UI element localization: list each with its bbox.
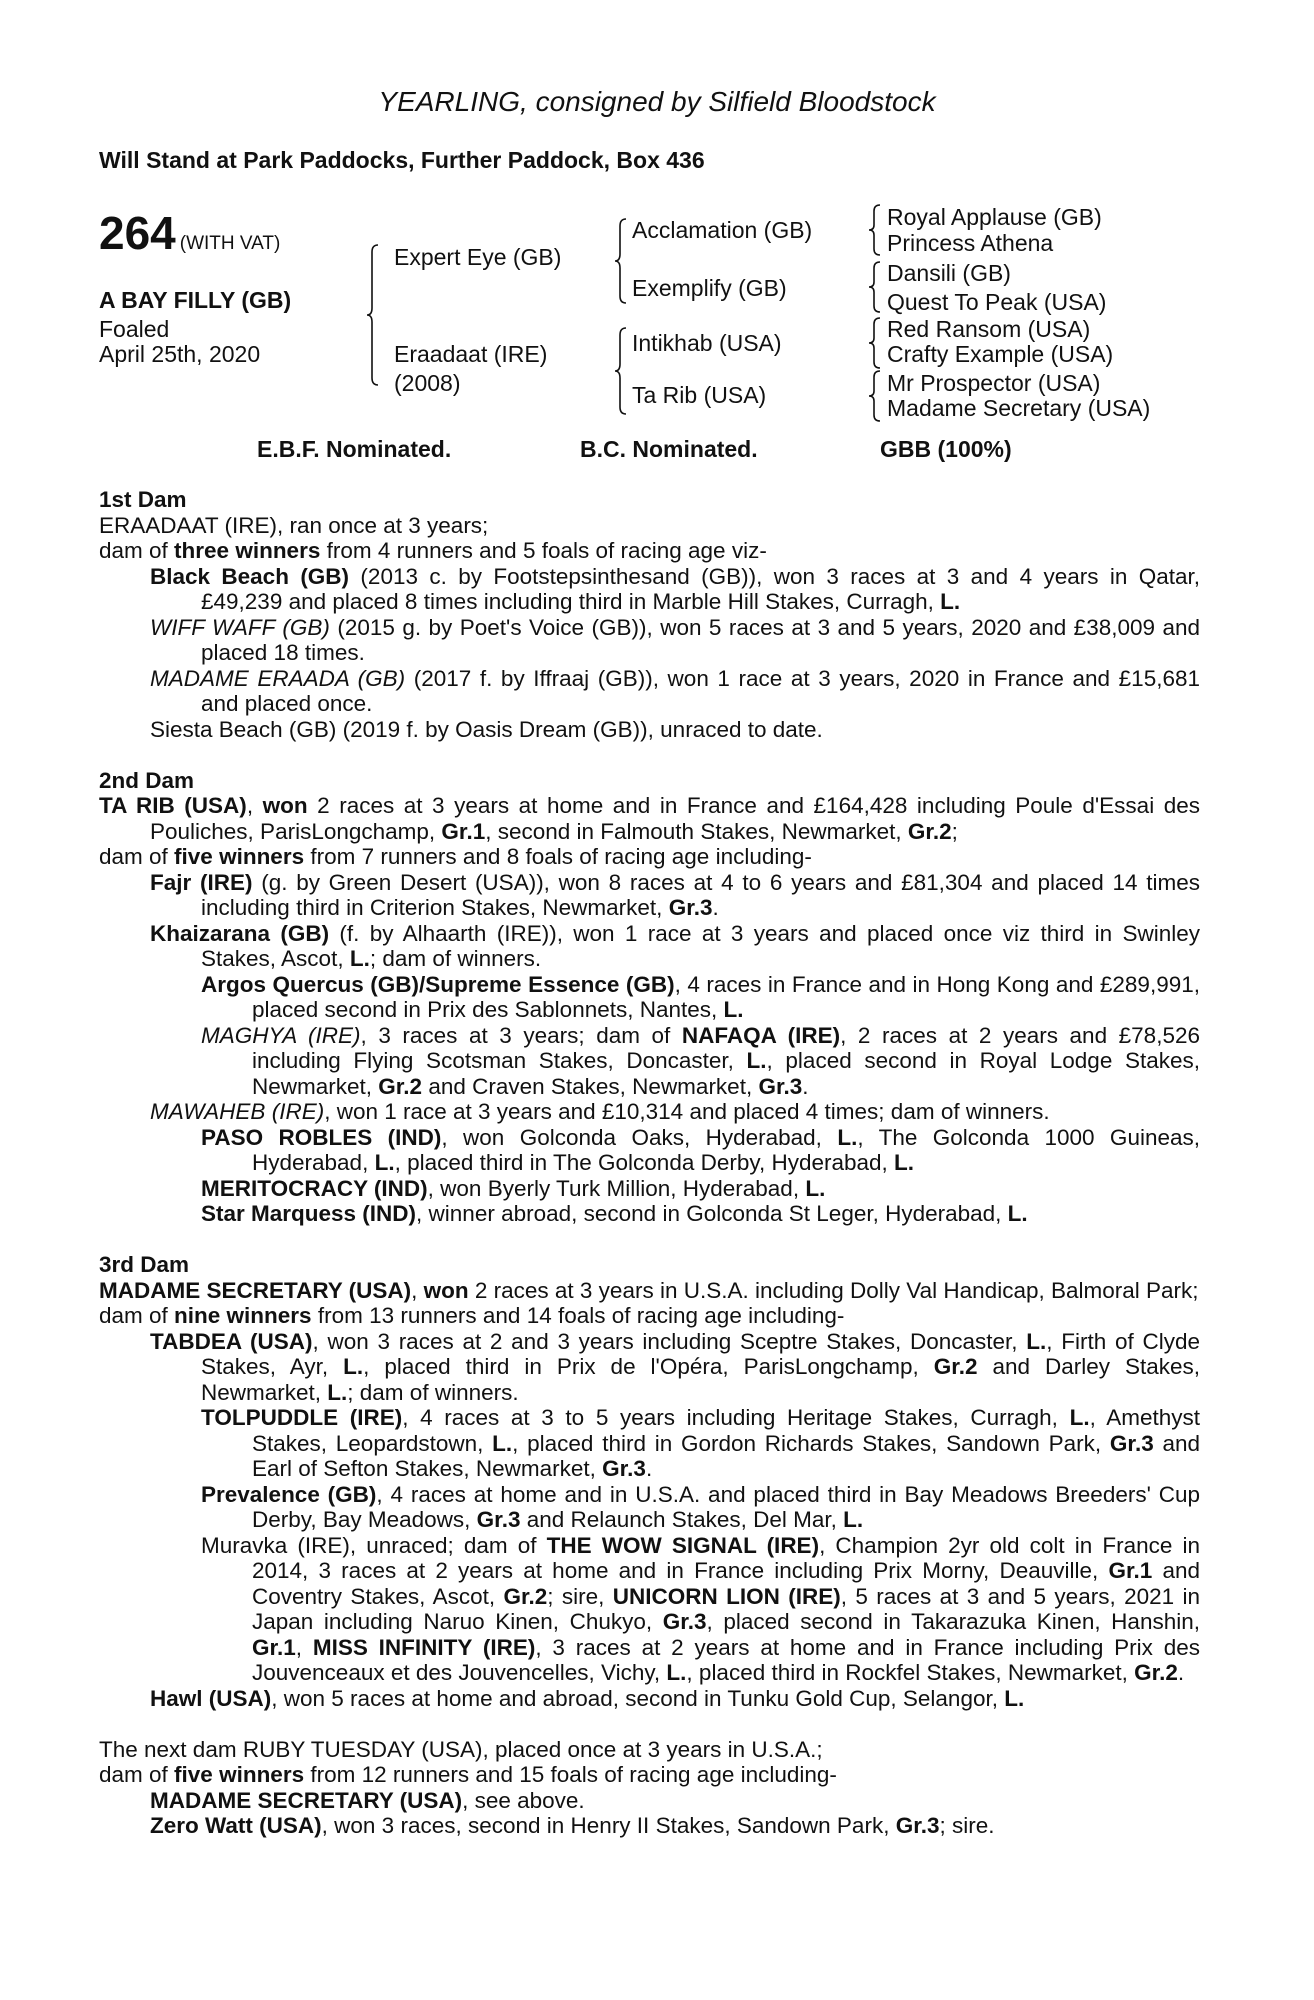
text: from 4 runners and 5 foals of racing age viz- (320, 538, 767, 563)
text: , won Golconda Oaks, Hyderabad, (441, 1124, 838, 1150)
bold-text: won (262, 793, 308, 818)
bold-text: Argos Quercus (GB)/Supreme Essence (GB) (201, 971, 675, 997)
pedigree-gen2: Acclamation (GB) (632, 217, 813, 243)
bold-text: L. (374, 1150, 395, 1175)
bold-text: won (423, 1277, 469, 1303)
bold-text: Fajr (IRE) (150, 869, 253, 895)
text: , won 3 races at 2 and 3 years including Sceptre Stakes, Doncaster, (312, 1328, 1027, 1354)
bold-text: L. (1026, 1328, 1047, 1354)
bold-text: L. (837, 1124, 858, 1150)
dam-section (99, 1737, 1200, 1839)
bc-nomination: B.C. Nominated. (580, 436, 758, 462)
produce-entry (99, 1482, 1200, 1533)
text: (2015 g. by Poet's Voice (GB)), won 5 races at 3 and 5 years, 2020 and £38,009 and placed 18 times. (201, 614, 1201, 665)
text: 2 races at 3 years at home and in France and £164,428 including Poule d'Essai des Pouliches, ParisLongchamp, (150, 793, 1201, 844)
bold-text: nine winners (174, 1303, 312, 1328)
text: , placed third in Gordon Richards Stakes, Sandown Park, (512, 1430, 1110, 1456)
text: and Darley Stakes, Newmarket, (201, 1354, 1200, 1405)
text: , winner abroad, second in Golconda St Leger, Hyderabad, (416, 1201, 1008, 1226)
bold-text: L. (746, 1048, 767, 1073)
bold-text: MISS INFINITY (IRE) (312, 1634, 536, 1660)
bold-text: L. (940, 589, 961, 614)
text: , placed second in Takarazuka Kinen, Hanshin, (706, 1609, 1200, 1634)
text: , 5 races at 3 and 5 years, 2021 in Japan including Naruo Kinen, Chukyo, (252, 1583, 1201, 1634)
bold-text: Gr.3 (662, 1609, 707, 1634)
text: , 4 races in France and in Hong Kong and £289,991, placed second in Prix des Sablonnets, Nantes, (252, 971, 1200, 1022)
bold-text: L. (843, 1507, 864, 1532)
text: , placed third in Rockfel Stakes, Newmarket, (686, 1660, 1135, 1685)
bold-text: L. (666, 1660, 687, 1685)
lot-number (99, 206, 280, 260)
bold-text: L. (343, 1354, 364, 1379)
text: , The Golconda 1000 Guineas, Hyderabad, (252, 1124, 1200, 1175)
bold-text: Gr.3 (1109, 1430, 1154, 1456)
produce-entry (99, 1329, 1200, 1406)
text: dam of (99, 538, 175, 563)
bold-text: L. (492, 1430, 513, 1456)
bold-text: L. (1069, 1405, 1090, 1430)
text: and Coventry Stakes, Ascot, (252, 1558, 1200, 1609)
pedigree-brace (366, 244, 380, 386)
produce-entry (99, 513, 1200, 539)
text: Siesta Beach (GB) (2019 f. by Oasis Dream (GB)), unraced to date. (150, 716, 823, 742)
bold-text: L. (805, 1175, 826, 1201)
pedigree-gen3: Princess Athena (887, 230, 1054, 256)
page-title: YEARLING, consigned by Silfield Bloodstock (378, 86, 936, 117)
produce-entry (99, 1023, 1200, 1100)
bold-text: L. (1004, 1685, 1025, 1711)
text: Muravka (IRE), unraced; dam of (201, 1532, 547, 1558)
text: dam of (99, 1303, 175, 1328)
bold-text: L. (1007, 1201, 1028, 1226)
bold-text: Gr.2 (378, 1073, 423, 1099)
pedigree-gen3: Royal Applause (GB) (887, 204, 1102, 230)
text: . (802, 1073, 809, 1099)
pedigree-gen3: Mr Prospector (USA) (887, 370, 1101, 396)
text: ; sire, (547, 1583, 613, 1609)
text: ERAADAAT (IRE), ran once at 3 years; (99, 512, 489, 538)
bold-text: Gr.1 (441, 818, 486, 844)
bold-text: Gr.1 (1108, 1558, 1153, 1583)
text: . (712, 895, 719, 920)
pedigree-gen3: Quest To Peak (USA) (887, 289, 1107, 315)
bold-text: TABDEA (USA) (150, 1328, 313, 1354)
produce-entry (99, 793, 1200, 844)
text: , 3 races at 3 years; dam of (360, 1022, 682, 1048)
lot-number-value: 264 (99, 207, 176, 259)
bold-text: TOLPUDDLE (IRE) (201, 1405, 403, 1430)
text: , Amethyst Stakes, Leopardstown, (252, 1405, 1200, 1456)
produce-entry (99, 1176, 1200, 1202)
text: , second in Falmouth Stakes, Newmarket, (485, 818, 908, 844)
produce-entry (99, 1099, 1200, 1125)
bold-text: Gr.3 (758, 1073, 803, 1099)
produce-entry (99, 1762, 1200, 1788)
text: , 2 races at 2 years and £78,526 including Flying Scotsman Stakes, Doncaster, (252, 1022, 1200, 1073)
bold-text: Gr.3 (668, 895, 713, 920)
text: , won 5 races at home and abroad, second in Tunku Gold Cup, Selangor, (271, 1685, 1005, 1711)
pedigree-gen2: Intikhab (USA) (632, 330, 782, 356)
pedigree-brace (868, 370, 882, 422)
text: (2013 c. by Footstepsinthesand (GB)), won 3 races at 3 and 4 years in Qatar, £49,239 and placed 8 times including third in Marble Hill Stakes, Curragh, (201, 563, 1201, 614)
produce-entry (99, 1737, 1200, 1763)
text: . (1177, 1660, 1185, 1685)
text: from 12 runners and 15 foals of racing age including- (304, 1762, 837, 1787)
stand-location: Will Stand at Park Paddocks, Further Paddock, Box 436 (99, 147, 705, 173)
pedigree-gen2: Ta Rib (USA) (632, 382, 767, 408)
bold-text: five winners (174, 844, 305, 869)
bold-text: L. (723, 997, 744, 1022)
foaled-date: April 25th, 2020 (99, 341, 261, 367)
bold-text: Star Marquess (IND) (201, 1201, 417, 1226)
text: , 3 races at 2 years at home and in France including Prix des Jouvenceaux et des Jouvencelles, Vichy, (252, 1634, 1200, 1685)
produce-entry (99, 1303, 1200, 1329)
text: , see above. (462, 1787, 585, 1813)
bold-text: NAFAQA (IRE) (681, 1022, 841, 1048)
text: , placed third in The Golconda Derby, Hyderabad, (394, 1150, 895, 1175)
bold-text: Gr.3 (602, 1456, 646, 1481)
text: , won 3 races, second in Henry II Stakes, Sandown Park, (321, 1813, 896, 1838)
bold-text: L. (349, 946, 370, 971)
pedigree-brace (868, 317, 882, 369)
bold-text: TA RIB (USA) (99, 793, 247, 818)
italic-text: MADAME ERAADA (GB) (150, 665, 406, 691)
bold-text: Prevalence (GB) (201, 1481, 377, 1507)
italic-text: MAGHYA (IRE) (201, 1022, 361, 1048)
produce-entry (99, 972, 1200, 1023)
pedigree-sire: Expert Eye (GB) (394, 244, 562, 270)
produce-entry (99, 1788, 1200, 1814)
section-heading: 1st Dam (99, 487, 187, 512)
produce-entry (99, 870, 1200, 921)
text: , won Byerly Turk Million, Hyderabad, (427, 1175, 806, 1201)
bold-text: five winners (174, 1762, 305, 1787)
produce-entry (99, 717, 1200, 743)
produce-entry (99, 1278, 1200, 1304)
bold-text: Gr.2 (933, 1354, 978, 1379)
text: , (246, 793, 263, 818)
text: (2017 f. by Iffraaj (GB)), won 1 race at 3 years, 2020 in France and £15,681 and placed once. (201, 665, 1200, 716)
text: ; sire. (939, 1813, 995, 1838)
bold-text: L. (894, 1150, 915, 1175)
produce-entry (99, 844, 1200, 870)
bold-text: Gr.2 (503, 1583, 548, 1609)
produce-entry (99, 1201, 1200, 1227)
text: , 4 races at home and in U.S.A. and placed third in Bay Meadows Breeders' Cup Derby, Bay Meadows, (252, 1481, 1200, 1532)
bold-text: Gr.3 (895, 1813, 940, 1838)
bold-text: L. (327, 1379, 348, 1405)
text: 2 races at 3 years in U.S.A. including Dolly Val Handicap, Balmoral Park; (468, 1277, 1199, 1303)
text: from 13 runners and 14 foals of racing age including- (311, 1303, 845, 1328)
text: (g. by Green Desert (USA)), won 8 races at 4 to 6 years and £81,304 and placed 14 times including third in Criterion Stakes, Newmarket, (201, 869, 1200, 920)
foaled-label: Foaled (99, 316, 170, 342)
bold-text: UNICORN LION (IRE) (612, 1583, 841, 1609)
bold-text: Hawl (USA) (150, 1685, 272, 1711)
vat-note: (WITH VAT) (179, 233, 281, 254)
pedigree-dam-year: (2008) (394, 370, 461, 396)
text: and Earl of Sefton Stakes, Newmarket, (252, 1430, 1200, 1481)
bold-text: MERITOCRACY (IND) (201, 1175, 428, 1201)
bold-text: Gr.1 (252, 1634, 296, 1660)
text: , placed third in Prix de l'Opéra, ParisLongchamp, (363, 1354, 934, 1379)
section-heading: 3rd Dam (99, 1252, 190, 1277)
bold-text: Gr.2 (1134, 1660, 1178, 1685)
pedigree-gen3: Red Ransom (USA) (887, 316, 1091, 342)
dam-section (99, 487, 1200, 742)
produce-entry (99, 666, 1200, 717)
text: ; (951, 818, 958, 844)
produce-entry (99, 1125, 1200, 1176)
section-heading: 2nd Dam (99, 767, 195, 793)
text: and Craven Stakes, Newmarket, (422, 1073, 759, 1099)
text: and Relaunch Stakes, Del Mar, (520, 1507, 844, 1532)
dam-section (99, 1252, 1200, 1711)
text: dam of (99, 1762, 175, 1787)
italic-text: WIFF WAFF (GB) (150, 614, 330, 640)
bold-text: Zero Watt (USA) (150, 1813, 322, 1838)
bold-text: PASO ROBLES (IND) (201, 1124, 442, 1150)
pedigree-brace (614, 218, 628, 304)
bold-text: three winners (174, 538, 321, 563)
pedigree-gen2: Exemplify (GB) (632, 275, 787, 301)
produce-entry (99, 921, 1200, 972)
produce-entry (99, 1813, 1200, 1839)
produce-entry (99, 1533, 1200, 1686)
produce-entry (99, 1686, 1200, 1712)
text: ; dam of winners. (369, 946, 542, 971)
catalogue-body (99, 487, 1200, 1864)
bold-text: Gr.2 (907, 818, 952, 844)
bold-text: Gr.3 (476, 1507, 521, 1532)
produce-entry (99, 538, 1200, 564)
pedigree-gen3: Crafty Example (USA) (887, 341, 1114, 367)
produce-entry (99, 615, 1200, 666)
horse-name: A BAY FILLY (GB) (99, 287, 292, 313)
ebf-nomination: E.B.F. Nominated. (257, 436, 452, 462)
pedigree-gen3: Madame Secretary (USA) (887, 395, 1151, 421)
text: (f. by Alhaarth (IRE)), won 1 race at 3 years and placed once viz third in Swinley Stakes, Ascot, (201, 920, 1200, 971)
text: The next dam RUBY TUESDAY (USA), placed once at 3 years in U.S.A.; (99, 1736, 823, 1762)
text: , Firth of Clyde Stakes, Ayr, (201, 1328, 1201, 1379)
text: dam of (99, 844, 175, 869)
produce-entry (99, 564, 1200, 615)
pedigree-brace (614, 327, 628, 415)
pedigree-brace (868, 261, 882, 313)
text: , (411, 1277, 424, 1303)
bold-text: MADAME SECRETARY (USA) (99, 1277, 412, 1303)
bold-text: THE WOW SIGNAL (IRE) (546, 1532, 820, 1558)
bold-text: Khaizarana (GB) (150, 920, 330, 946)
text: , Champion 2yr old colt in France in 2014, 3 races at 2 years at home and in France including Prix Morny, Deauville, (252, 1532, 1200, 1583)
text: , 4 races at 3 to 5 years including Heritage Stakes, Curragh, (402, 1405, 1070, 1430)
dam-section (99, 768, 1200, 1227)
text: from 7 runners and 8 foals of racing age including- (304, 844, 812, 869)
text: , won 1 race at 3 years and £10,314 and placed 4 times; dam of winners. (324, 1099, 1050, 1124)
pedigree-brace (868, 204, 882, 256)
text: , (295, 1634, 313, 1660)
pedigree-gen3: Dansili (GB) (887, 260, 1011, 286)
pedigree-dam: Eraadaat (IRE) (394, 341, 548, 367)
text: , placed second in Royal Lodge Stakes, Newmarket, (252, 1048, 1200, 1099)
italic-text: MAWAHEB (IRE) (150, 1099, 325, 1124)
text: ; dam of winners. (347, 1379, 519, 1405)
text: . (645, 1456, 653, 1481)
bold-text: Black Beach (GB) (150, 563, 350, 589)
bold-text: MADAME SECRETARY (USA) (150, 1787, 463, 1813)
produce-entry (99, 1405, 1200, 1482)
gbb-status: GBB (100%) (880, 436, 1012, 462)
